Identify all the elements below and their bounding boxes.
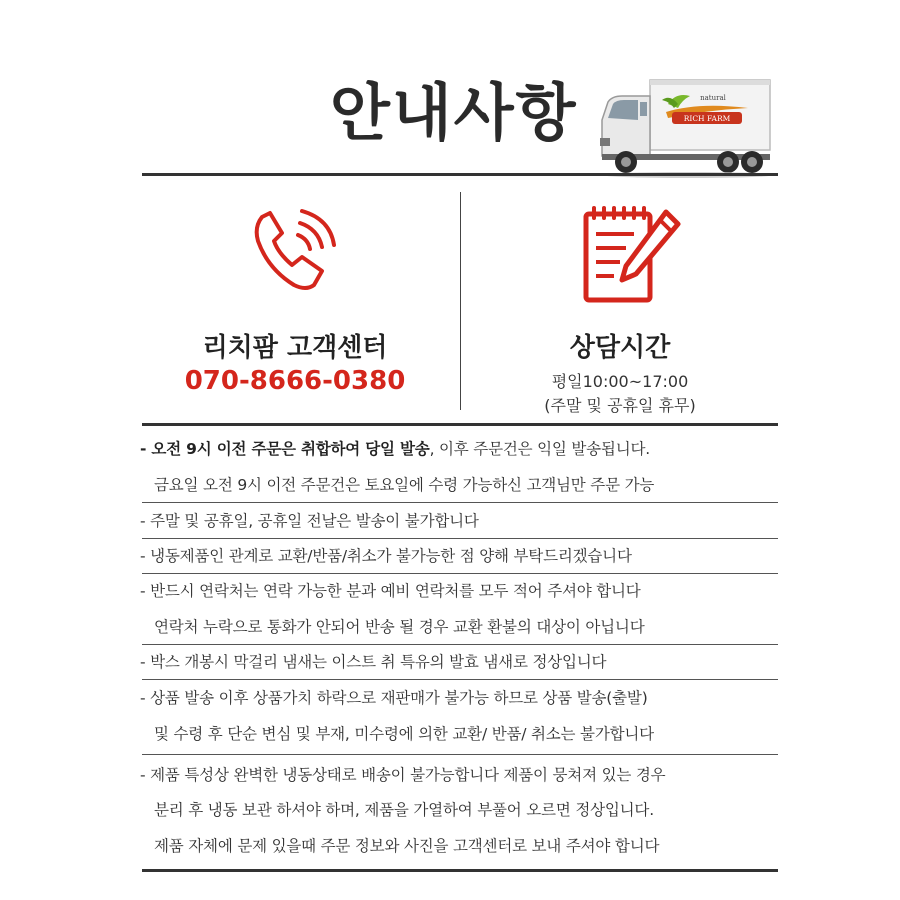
notice-4-line-2: 연락처 누락으로 통화가 안되어 반송 될 경우 교환 환불의 대상이 아닙니다 <box>154 618 645 636</box>
notice-separator <box>142 573 778 574</box>
header-rule <box>142 173 778 176</box>
notice-4-line-1: - 반드시 연락처는 연락 가능한 분과 예비 연락처를 모두 적어 주셔야 합니다 <box>140 582 641 600</box>
column-divider <box>460 192 461 410</box>
notice-1-emphasis: - 오전 9시 이전 주문은 취합하여 당일 발송 <box>140 440 430 458</box>
notice-separator <box>142 679 778 680</box>
customer-center-title: 리치팜 고객센터 <box>202 333 388 363</box>
notice-6-line-1: - 상품 발송 이후 상품가치 하락으로 재판매가 불가능 하므로 상품 발송(출발) <box>140 689 648 707</box>
notice-separator <box>142 644 778 645</box>
notice-1-line-2: 금요일 오전 9시 이전 주문건은 토요일에 수령 가능하신 고객님만 주문 가능 <box>154 476 655 494</box>
notice-separator <box>142 754 778 755</box>
notice-1-line-1 <box>140 439 650 459</box>
notice-2: - 주말 및 공휴일, 공휴일 전날은 발송이 불가합니다 <box>140 512 479 530</box>
delivery-truck-image <box>598 78 774 178</box>
notice-7-line-1: - 제품 특성상 완벽한 냉동상태로 배송이 불가능합니다 제품이 뭉쳐져 있는 경우 <box>140 766 666 784</box>
truck-brand: RICH FARM <box>683 114 731 123</box>
notice-separator <box>142 538 778 539</box>
notice-top-rule <box>142 423 778 426</box>
notice-1-rest: , 이후 주문건은 익일 발송됩니다. <box>429 440 650 458</box>
hours-time: 평일10:00~17:00 <box>551 372 689 391</box>
notice-separator <box>142 502 778 503</box>
phone-icon <box>248 205 340 297</box>
hours-note: (주말 및 공휴일 휴무) <box>544 396 696 415</box>
notice-5: - 박스 개봉시 막걸리 냄새는 이스트 취 특유의 발효 냄새로 정상입니다 <box>140 653 607 671</box>
truck-brand-small: natural <box>700 94 726 102</box>
notice-3: - 냉동제품인 관계로 교환/반품/취소가 불가능한 점 양해 부탁드리겠습니다 <box>140 547 632 565</box>
notice-7-line-3: 제품 자체에 문제 있을때 주문 정보와 사진을 고객센터로 보내 주셔야 합니다 <box>154 837 660 855</box>
memo-icon <box>580 200 686 306</box>
customer-center-phone: 070-8666-0380 <box>184 366 406 396</box>
notice-bottom-rule <box>142 869 778 872</box>
notice-6-line-2: 및 수령 후 단순 변심 및 부재, 미수령에 의한 교환/ 반품/ 취소는 불가합니다 <box>154 725 654 743</box>
notice-7-line-2: 분리 후 냉동 보관 하셔야 하며, 제품을 가열하여 부풀어 오르면 정상입니다. <box>154 801 654 819</box>
page-title: 안내사항 <box>330 76 578 149</box>
hours-title: 상담시간 <box>569 333 671 363</box>
